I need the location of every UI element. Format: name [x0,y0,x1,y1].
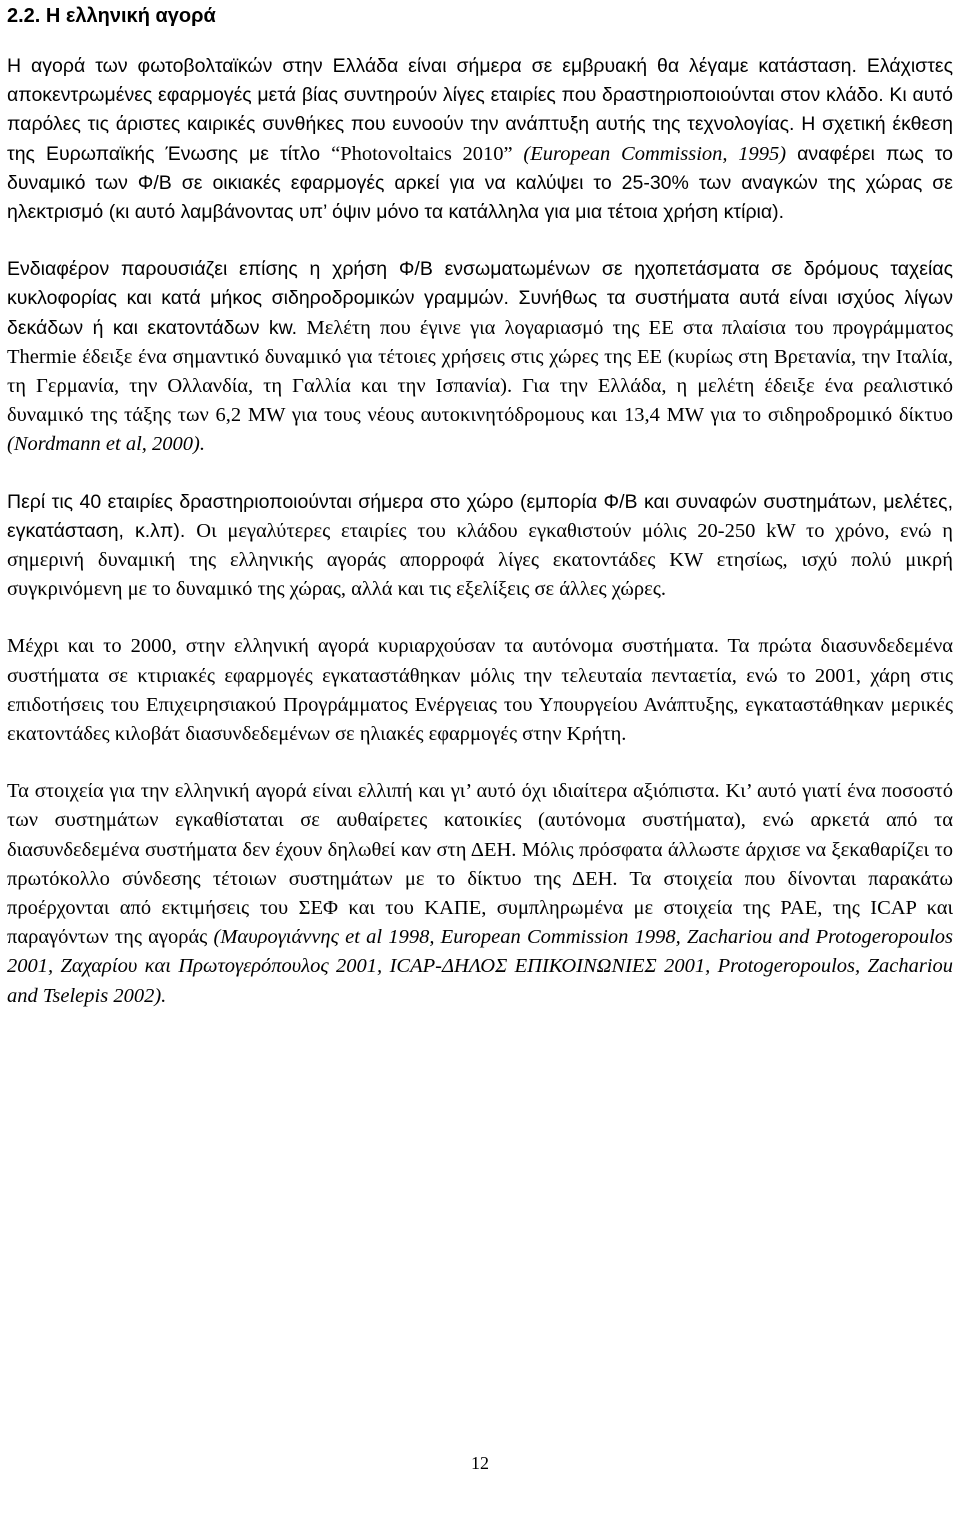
document-page [7,0,953,1011]
section-heading: 2.2. Η ελληνική αγορά [7,5,216,27]
paragraph-3 [7,488,953,605]
paragraph-1-sentence-2: αναφέρει πως το δυναμικό των Φ/Β σε οικιακές εφαρμογές αρκεί για να καλύψει το 25-30% των αναγκών της χώρας σε ηλεκτρισμό (κι αυτό λαμβάνοντας υπ’ όψιν μόνο τα κατάλληλα για μια τέτοια χρήση κτίρια). [7,142,953,224]
paragraph-4: Μέχρι και το 2000, στην ελληνική αγορά κυριαρχούσαν τα αυτόνομα συστήματα. Τα πρώτα διασυνδεδεμένα συστήματα σε κτιριακές εφαρμογές εγκαταστάθηκαν μόλις την τελευταία πενταετία, ενώ το 2001, χάρη στις επιδοτήσεις του Επιχειρησιακού Προγράμματος Ενέργειας του Υπουργείου Ανάπτυξης, εγκαταστάθηκαν μερικές εκατοντάδες κιλοβάτ διασυνδεδεμένων σε ηλιακές εφαρμογές στην Κρήτη. [7,635,953,746]
paragraph-2-sentence-1: Ενδιαφέρον παρουσιάζει επίσης η χρήση Φ/Β ενσωματωμένων σε ηχοπετάσματα σε δρόμους ταχείας κυκλοφορίας και κατά μήκος σιδηροδρομικών γραμμών. Συνήθως τα συστήματα αυτά είναι ισχύος λίγων δεκάδων ή και εκατοντάδων kw. [7,258,953,339]
paragraph-3-sentence-1: Περί τις 40 εταιρίες δραστηριοποιούνται σήμερα στο χώρο (εμπορία Φ/Β και συναφών συστημάτων, μελέτες, εγκατάσταση, κ.λπ). [7,490,953,542]
paragraph-5-citation: (Μαυρογιάννης et al 1998, European Commission 1998, Zachariou and Protogeropoulos 2001, Ζαχαρίου και Πρωτογερόπουλος 2001, ICAP-ΔΗΛΟΣ ΕΠΙΚΟΙΝΩΝΙΕΣ 2001, Protogeropoulos, Zachariou and Tselepis 2002). [7,926,953,1007]
paragraph-5-body: Τα στοιχεία για την ελληνική αγορά είναι ελλιπή και γι’ αυτό όχι ιδιαίτερα αξιόπιστα. Κι’ αυτό γιατί ένα ποσοστό των συστημάτων εγκαθίσταται σε αυθαίρετες κατοικίες (αυτόνομα συστήματα), ενώ αρκετά από τα διασυνδεδεμένα συστήματα δεν έχουν δηλωθεί καν στη ΔΕΗ. Μόλις πρόσφατα άλλωστε άρχισε να ξεκαθαρίζει το πρωτόκολλο σύνδεσης τέτοιων συστημάτων με το δίκτυο της ΔΕΗ. Τα στοιχεία που δίνονται παρακάτω προέρχονται από εκτιμήσεις του ΣΕΦ και του ΚΑΠΕ, συμπληρωμένα με στοιχεία της ΡΑΕ, της ICAP και παραγόντων της αγοράς [7,780,953,949]
paragraph-1-report-title: “Photovoltaics 2010” [331,142,524,165]
paragraph-1 [7,52,953,227]
paragraph-5 [7,777,953,1011]
paragraph-2 [7,255,953,459]
paragraph-2-citation: (Nordmann et al, 2000). [7,433,205,456]
paragraph-1-citation: (European Commission, 1995) [523,142,787,165]
paragraph-2-sentence-2: Μελέτη που έγινε για λογαριασμό της ΕΕ στα πλαίσια του προγράμματος Thermie έδειξε ένα σημαντικό δυναμικό για τέτοιες χρήσεις στις χώρες της ΕΕ (κυρίως στη Βρετανία, την Ιταλία, τη Γερμανία, την Ολλανδία, τη Γαλλία και την Ισπανία). Για την Ελλάδα, η μελέτη έδειξε ένα ρεαλιστικό δυναμικό της τάξης των 6,2 MW για τους νέους αυτοκινητόδρομους και 13,4 MW για το σιδηροδρομικό δίκτυο [7,316,954,427]
page-number: 12 [471,1453,489,1473]
paragraph-1-sentence-1: Η αγορά των φωτοβολταϊκών στην Ελλάδα είναι σήμερα σε εμβρυακή θα λέγαμε κατάσταση. Ελάχιστες αποκεντρωμένες εφαρμογές μετά βίας συντηρούν λίγες εταιρίες που δραστηριοποιούνται στον κλάδο. Κι αυτό παρόλες τις άριστες καιρικές συνθήκες που ευνοούν την ανάπτυξη αυτής της τεχνολογίας. Η σχετική έκθεση της Ευρωπαϊκής Ένωσης με τίτλο [7,55,953,165]
paragraph-3-sentence-2: Οι μεγαλύτερες εταιρίες του κλάδου εγκαθιστούν μόλις 20-250 kW το χρόνο, ενώ η σημερινή δυναμική της ελληνικής αγοράς απορροφά λίγες εκατοντάδες KW ετησίως, ισχύ πολύ μικρή συγκρινόμενη με το δυναμικό της χώρας, αλλά και τις εξελίξεις σε άλλες χώρες. [7,519,953,601]
